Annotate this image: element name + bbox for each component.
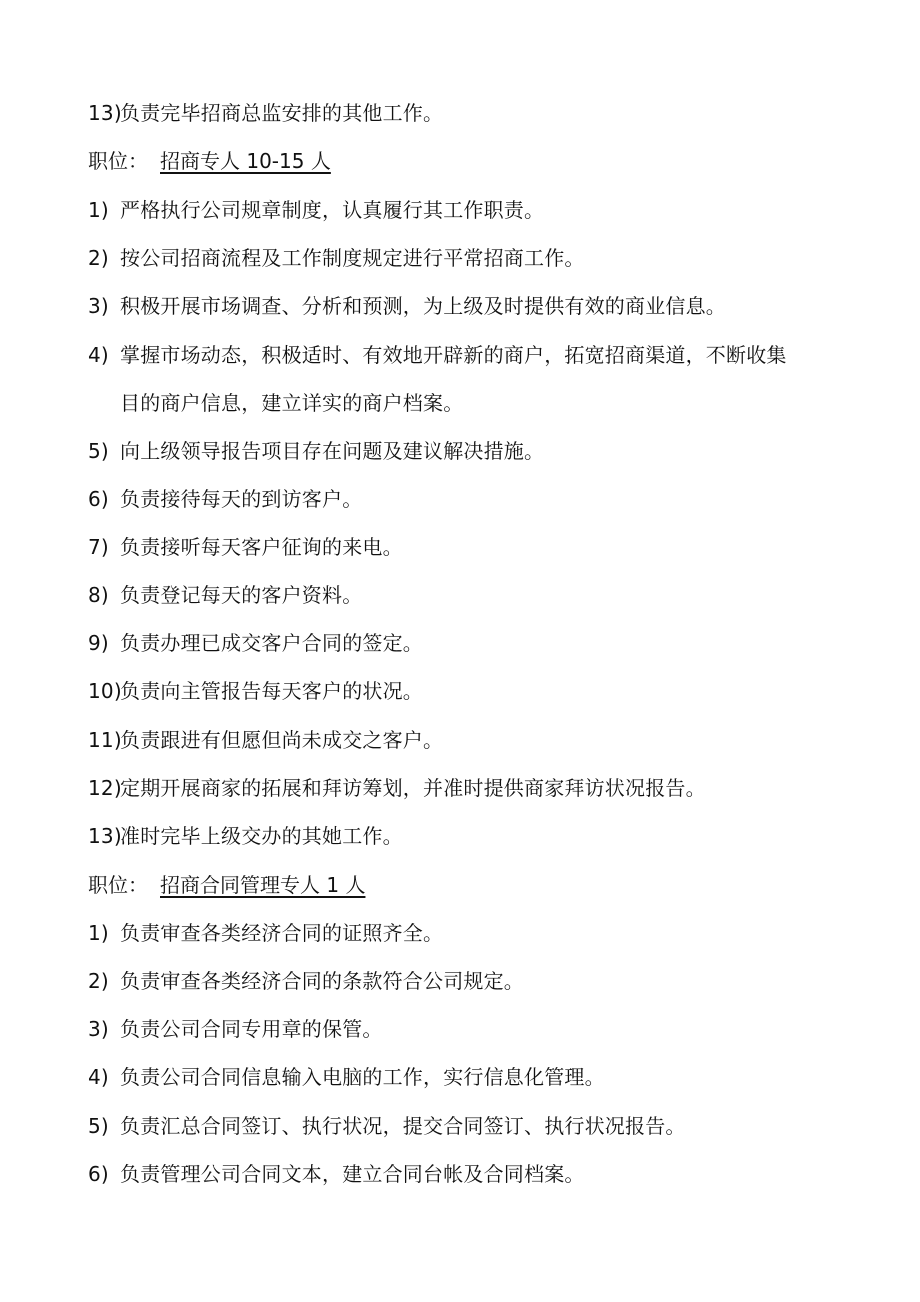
item-text: 准时完毕上级交办的其她工作。	[120, 824, 403, 848]
item-text: 负责审查各类经济合同的证照齐全。	[120, 921, 444, 945]
list-item	[88, 197, 544, 223]
list-item	[88, 582, 362, 608]
heading-title: 招商专人 10-15 人	[160, 149, 331, 173]
item-text: 掌握市场动态，积极适时、有效地开辟新的商户，拓宽招商渠道，不断收集	[120, 343, 787, 367]
section-heading	[88, 148, 331, 174]
section-heading	[88, 872, 365, 898]
list-item	[88, 438, 544, 464]
item-text: 负责登记每天的客户资料。	[120, 583, 363, 607]
item-text: 负责汇总合同签订、执行状况，提交合同签订、执行状况报告。	[120, 1114, 686, 1138]
item-text: 负责公司合同信息输入电脑的工作，实行信息化管理。	[120, 1065, 605, 1089]
list-item	[88, 1064, 605, 1090]
item-number: 11)	[88, 728, 122, 752]
item-text: 负责审查各类经济合同的条款符合公司规定。	[120, 969, 524, 993]
list-item	[88, 1113, 686, 1139]
item-text: 负责完毕招商总监安排的其他工作。	[120, 101, 444, 125]
list-item	[88, 342, 787, 368]
item-text: 积极开展市场调查、分析和预测，为上级及时提供有效的商业信息。	[120, 294, 726, 318]
item-number: 5)	[88, 439, 109, 463]
list-item	[88, 968, 524, 994]
list-item	[88, 1161, 585, 1187]
item-number: 2)	[88, 246, 109, 270]
heading-label: 职位：	[88, 149, 148, 173]
item-number: 13)	[88, 101, 122, 125]
item-text: 负责接听每天客户征询的来电。	[120, 535, 403, 559]
item-number: 9)	[88, 631, 109, 655]
item-text: 按公司招商流程及工作制度规定进行平常招商工作。	[120, 246, 585, 270]
item-number: 5)	[88, 1114, 109, 1138]
item-number: 4)	[88, 1065, 109, 1089]
item-number: 1)	[88, 921, 109, 945]
item-number: 2)	[88, 969, 109, 993]
list-item	[88, 293, 726, 319]
list-item	[88, 630, 423, 656]
list-item	[88, 823, 403, 849]
item-number: 8)	[88, 583, 109, 607]
heading-title: 招商合同管理专人 1 人	[160, 873, 366, 897]
item-text: 目的商户信息，建立详实的商户档案。	[120, 391, 464, 415]
item-text: 严格执行公司规章制度，认真履行其工作职责。	[120, 198, 545, 222]
list-item-continuation	[120, 390, 463, 416]
item-text: 负责向主管报告每天客户的状况。	[120, 679, 423, 703]
item-number: 3)	[88, 294, 109, 318]
list-item	[88, 486, 362, 512]
list-item	[88, 775, 706, 801]
item-text: 定期开展商家的拓展和拜访筹划，并准时提供商家拜访状况报告。	[120, 776, 706, 800]
item-text: 负责跟进有但愿但尚未成交之客户。	[120, 728, 444, 752]
item-number: 7)	[88, 535, 109, 559]
item-number: 6)	[88, 487, 109, 511]
item-text: 负责接待每天的到访客户。	[120, 487, 363, 511]
list-item	[88, 678, 423, 704]
list-item	[88, 245, 585, 271]
item-number: 3)	[88, 1017, 109, 1041]
item-number: 4)	[88, 343, 109, 367]
item-text: 向上级领导报告项目存在问题及建议解决措施。	[120, 439, 545, 463]
list-item	[88, 920, 443, 946]
list-item	[88, 1016, 383, 1042]
item-number: 10)	[88, 679, 122, 703]
heading-label: 职位：	[88, 873, 148, 897]
item-number: 6)	[88, 1162, 109, 1186]
item-number: 1)	[88, 198, 109, 222]
list-item	[88, 534, 403, 560]
list-item	[88, 727, 443, 753]
item-text: 负责管理公司合同文本，建立合同台帐及合同档案。	[120, 1162, 585, 1186]
item-text: 负责公司合同专用章的保管。	[120, 1017, 383, 1041]
item-number: 12)	[88, 776, 122, 800]
item-number: 13)	[88, 824, 122, 848]
item-text: 负责办理已成交客户合同的签定。	[120, 631, 423, 655]
list-item	[88, 100, 443, 126]
